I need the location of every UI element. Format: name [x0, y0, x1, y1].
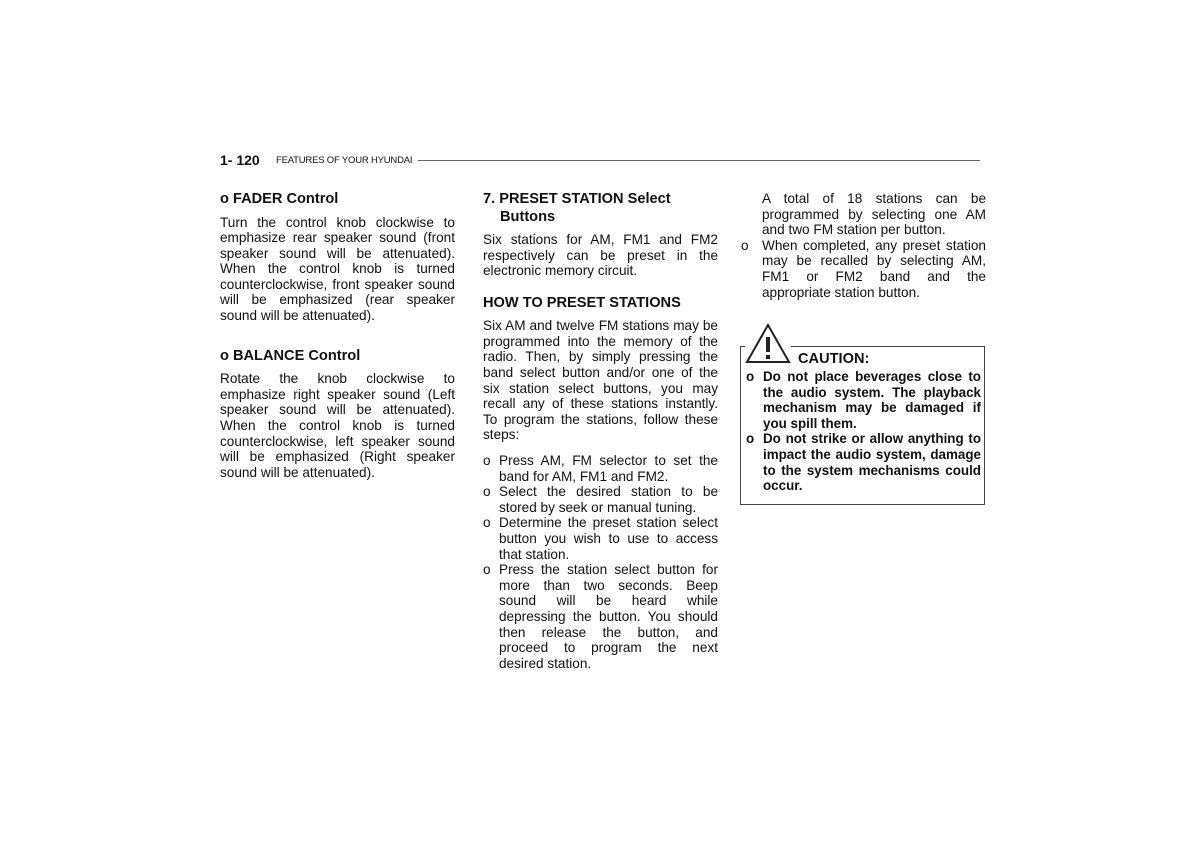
- steps-list: [483, 453, 718, 671]
- list-item: [483, 484, 718, 515]
- list-item: [746, 431, 981, 493]
- list-item: [483, 562, 718, 671]
- bullet-marker: o: [483, 562, 491, 578]
- column-2: [483, 191, 718, 671]
- caution-title: CAUTION:: [798, 351, 870, 367]
- preset-heading: 7. PRESET STATION Select Buttons: [483, 191, 671, 225]
- list-item: [483, 453, 718, 484]
- page-number: 1- 120: [220, 152, 260, 168]
- step-text: Press the station select button for more than two seconds. Beep sound will be heard while depressing the button. You should then release the button, and proceed to program the next desired station.: [499, 562, 718, 671]
- preset-text: Six stations for AM, FM1 and FM2 respectively can be preset in the electronic memory circuit.: [483, 232, 718, 279]
- total-text: A total of 18 stations can be programmed by selecting one AM and two FM station per button.: [762, 191, 986, 238]
- bullet-marker: o: [741, 237, 749, 253]
- fader-text: Turn the control knob clockwise to emphasize rear speaker sound (front speaker sound will be attenuated). When the control knob is turned counterclockwise, front speaker sound will be emphasized (rear speaker sound will be attenuated).: [220, 214, 455, 324]
- balance-heading: o BALANCE Control: [220, 347, 361, 364]
- list-item: [483, 515, 718, 562]
- recall-text: When completed, any preset station may be recalled by selecting AM, FM1 or FM2 band and the appropriate station button.: [762, 237, 986, 300]
- column-3: [741, 191, 986, 300]
- list-item: [741, 238, 986, 300]
- page-header: [220, 151, 980, 171]
- bullet-marker: o: [483, 453, 491, 469]
- balance-text: Rotate the knob clockwise to emphasize right speaker sound (Left speaker sound will be attenuated). When the control knob is turned counterclockwise, left speaker sound will be emphasized (Right speaker sound will be attenuated).: [220, 371, 455, 480]
- header-rule: [418, 160, 980, 161]
- bullet-marker: o: [746, 431, 755, 447]
- warning-triangle-icon: [745, 323, 791, 365]
- step-text: Select the desired station to be stored by seek or manual tuning.: [499, 484, 718, 515]
- spacer: [220, 324, 455, 348]
- step-text: Determine the preset station select button you wish to use to access that station.: [499, 515, 718, 562]
- recall-list: [741, 238, 986, 300]
- howto-heading: HOW TO PRESET STATIONS: [483, 294, 681, 311]
- bullet-marker: o: [746, 369, 755, 384]
- howto-text: Six AM and twelve FM stations may be programmed into the memory of the radio. Then, by simply pressing the band select button and/or one of the six station select buttons, you may recall any of these stations instantly. To program the stations, follow these steps:: [483, 318, 718, 443]
- caution-text: Do not strike or allow anything to impact the audio system, damage to the system mechanisms could occur.: [763, 431, 981, 494]
- caution-text: Do not place beverages close to the audio system. The playback mechanism may be damaged if you spill them.: [763, 369, 981, 431]
- column-1: [220, 191, 455, 480]
- section-title: FEATURES OF YOUR HYUNDAI: [276, 155, 413, 166]
- step-text: Press AM, FM selector to set the band for AM, FM1 and FM2.: [499, 453, 718, 484]
- list-item: [746, 369, 981, 431]
- spacer: [483, 443, 718, 453]
- bullet-marker: o: [483, 515, 491, 531]
- bullet-marker: o: [483, 484, 491, 500]
- caution-list: [746, 369, 981, 494]
- spacer: [483, 279, 718, 295]
- fader-heading: o FADER Control: [220, 191, 339, 207]
